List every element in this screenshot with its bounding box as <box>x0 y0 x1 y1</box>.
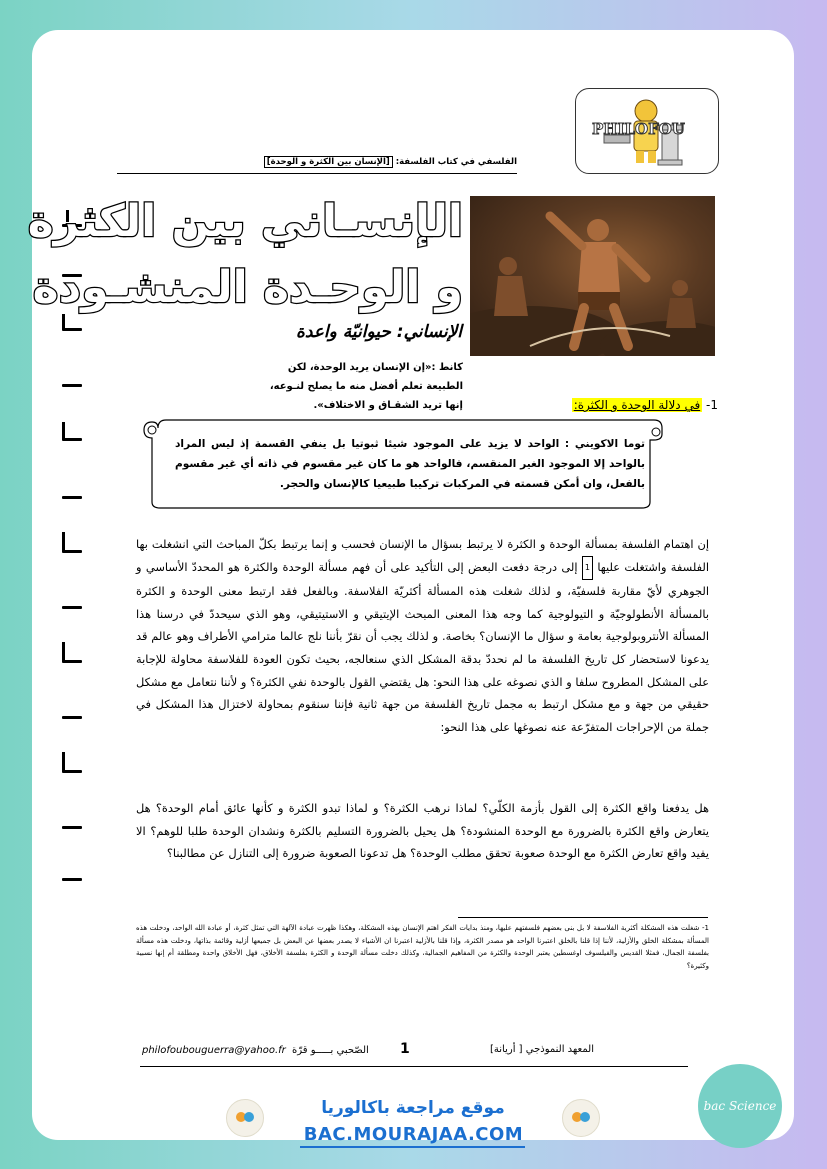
title-line-1: الإنسـاني بين الكثرة <box>27 196 463 247</box>
section-title: في دلالة الوحدة و الكثرة: <box>573 398 701 412</box>
footer-author: الصّحبي بـــــو قرّة <box>292 1045 369 1056</box>
footnote-reference[interactable]: 1 <box>582 556 593 581</box>
document-header <box>117 157 517 174</box>
paragraph-1-text-a: إن اهتمام الفلسفة بمسألة الوحدة و الكثرة لا يرتبط بسؤال ما الإنسان فحسب و إنما يرتبط بكلّ المباحث التي انشغلت بها الفلسفة واشتغلت عليها <box>136 537 709 574</box>
footnote-divider <box>458 917 708 918</box>
header-text: الفلسفي في كتاب الفلسفة: <box>392 157 517 167</box>
website-url-underline <box>300 1146 525 1148</box>
title-line-2: و الوحـدة المنشـودة <box>32 262 463 313</box>
section-heading <box>528 398 718 412</box>
footer-email[interactable]: philofoubouguerra@yahoo.fr <box>142 1045 286 1056</box>
philofou-logo <box>575 88 719 174</box>
logo-text: PHILOFOU <box>592 120 685 138</box>
section-number: 1- <box>706 398 718 412</box>
site-logo-icon <box>226 1099 264 1137</box>
paragraph-1 <box>136 533 709 738</box>
kant-quote: كانط :«إن الإنسان يريد الوحدة، لكن الطبيعة تعلم أفضل منه ما يصلح لنـوعه، إنها تريد الشقـاق و الاختلاف». <box>269 362 463 411</box>
footnote: 1- شغلت هذه المشكلة أكثرية الفلاسفة لا بل بنى بعضهم فلسفتهم عليها، ومنذ بدايات الفكر اهتم الإنسان بهذه المشكلة، وهكذا ظهرت عبادة الآلهة التي تمثل كثرة، أو عبادة الله الواحد، ودخلت هذه المسألة بمشكلة الخلق والأزلية، لأننا إذا قلنا بالخلق اعتبرنا الواحد هو مصدر الكثرة، وإذا قلنا بالأزلية اعتبرنا ان الأشياء لا يصدر بعضها عن البعض بل جميعها أزلية وقائمة بذاتها، ودخلت هذه مسألة بفلسفة الجمال، فمثلا القديس والفيلسوف اوغسطين يعتبر الوحدة والكثرة من المفاهيم الجمالية، وكذلك دخلت مسألة الوحدة و الكثرة بفلسفة الأخلاق، فهل الأخلاق واحدة ومطلقة أم إنها نسبية وكثيرة؟ <box>136 924 709 970</box>
website-name-arabic[interactable]: موقع مراجعة باكالوريا <box>321 1098 505 1118</box>
footer-divider <box>140 1066 688 1067</box>
page-number: 1 <box>400 1041 410 1057</box>
paragraph-2: هل يدفعنا واقع الكثرة إلى القول بأزمة الكلّي؟ لماذا نرهب الكثرة؟ و لماذا تبدو الكثرة و كأنها عائق أمام الوحدة؟ هل يتعارض واقع الكثرة بالضرورة مع الوحدة المنشودة؟ هل يحيل بالضرورة التسليم بالكثرة ونشدان الوحدة طلبا للوهم؟ الا يفيد واقع تعارض الكثرة مع الوحدة صعوبة تحقق مطلب الوحدة؟ هل تدعونا الصعوبة ضرورة إلى التنازل عن مطالبنا؟ <box>136 801 709 861</box>
header-bracket: [الإنسان بين الكثرة و الوحدة] <box>264 156 393 168</box>
site-logo-icon <box>562 1099 600 1137</box>
subtitle: الإنساني: حيوانيّة واعدة <box>295 322 462 342</box>
bac-science-badge: bac Science <box>698 1064 782 1148</box>
footer-institute: المعهد النموذجي [ أريانة] <box>490 1044 594 1055</box>
website-url[interactable]: BAC.MOURAJAA.COM <box>303 1124 524 1145</box>
aquinas-quote: توما الاكويني : الواحد لا يزيد على الموجود شيئا ثبوتيا بل ينفي القسمة إذ ليس المراد بالواحد إلا الموجود الغير المنقسم، فالواحد هو ما كان غير مقسوم في ذاته أي غير مقسوم بالفعل، وان أمكن قسمته في المركبات تركيبا طبيعيا كالإنسان والحجر. <box>175 438 645 490</box>
paragraph-1-text-b: إلى درجة دفعت البعض إلى التأكيد على أن فهم مسألة الوحدة والكثرة هو المحددّ الأساسي و الجوهري لأيّ مقاربة فلسفيّة، و لذلك شغلت هذه المسألة أكثريّة الفلاسفة. وبالفعل فقد ارتبط معنى الوحدة و الكثرة بالمسألة الأنطولوجيّة و التيولوجية كما وجه هذا المعنى المبحث الإيتيقي و الاستيتيقي، وهو الذي سيحددّ في درسنا هذا المسألة الأنتروبولوجية بعامة و سؤال ما الإنسان؟ بخاصة. و لذلك يجب أن نقرّ بأننا نلج عالما مترامي الأطراف وهو عالم قد يدعونا لاستحضار كل تاريخ الفلسفة ما لم نحددّ بدقة المشكل الذي سنعالجه، بحيث تكون العودة للفلاسفة محاولة للإجابة على المشكل المطروح سلفا و الذي نصوغه على هذا النحو: هل يقتضي القول بالوحدة نفي الكثرة؟ و لأننا نتعامل مع مشكل حقيقي من جهة و مع مشكل ارتبط به مجمل تاريخ الفلسفة من جهة ثانية فإننا سنقوم بمحاولة لاختزال هذا المشكل في جملة من الإحراجات المتفرّعة عنه نصوغها على هذا النحو: <box>136 559 709 734</box>
cavemen-illustration <box>470 196 715 356</box>
